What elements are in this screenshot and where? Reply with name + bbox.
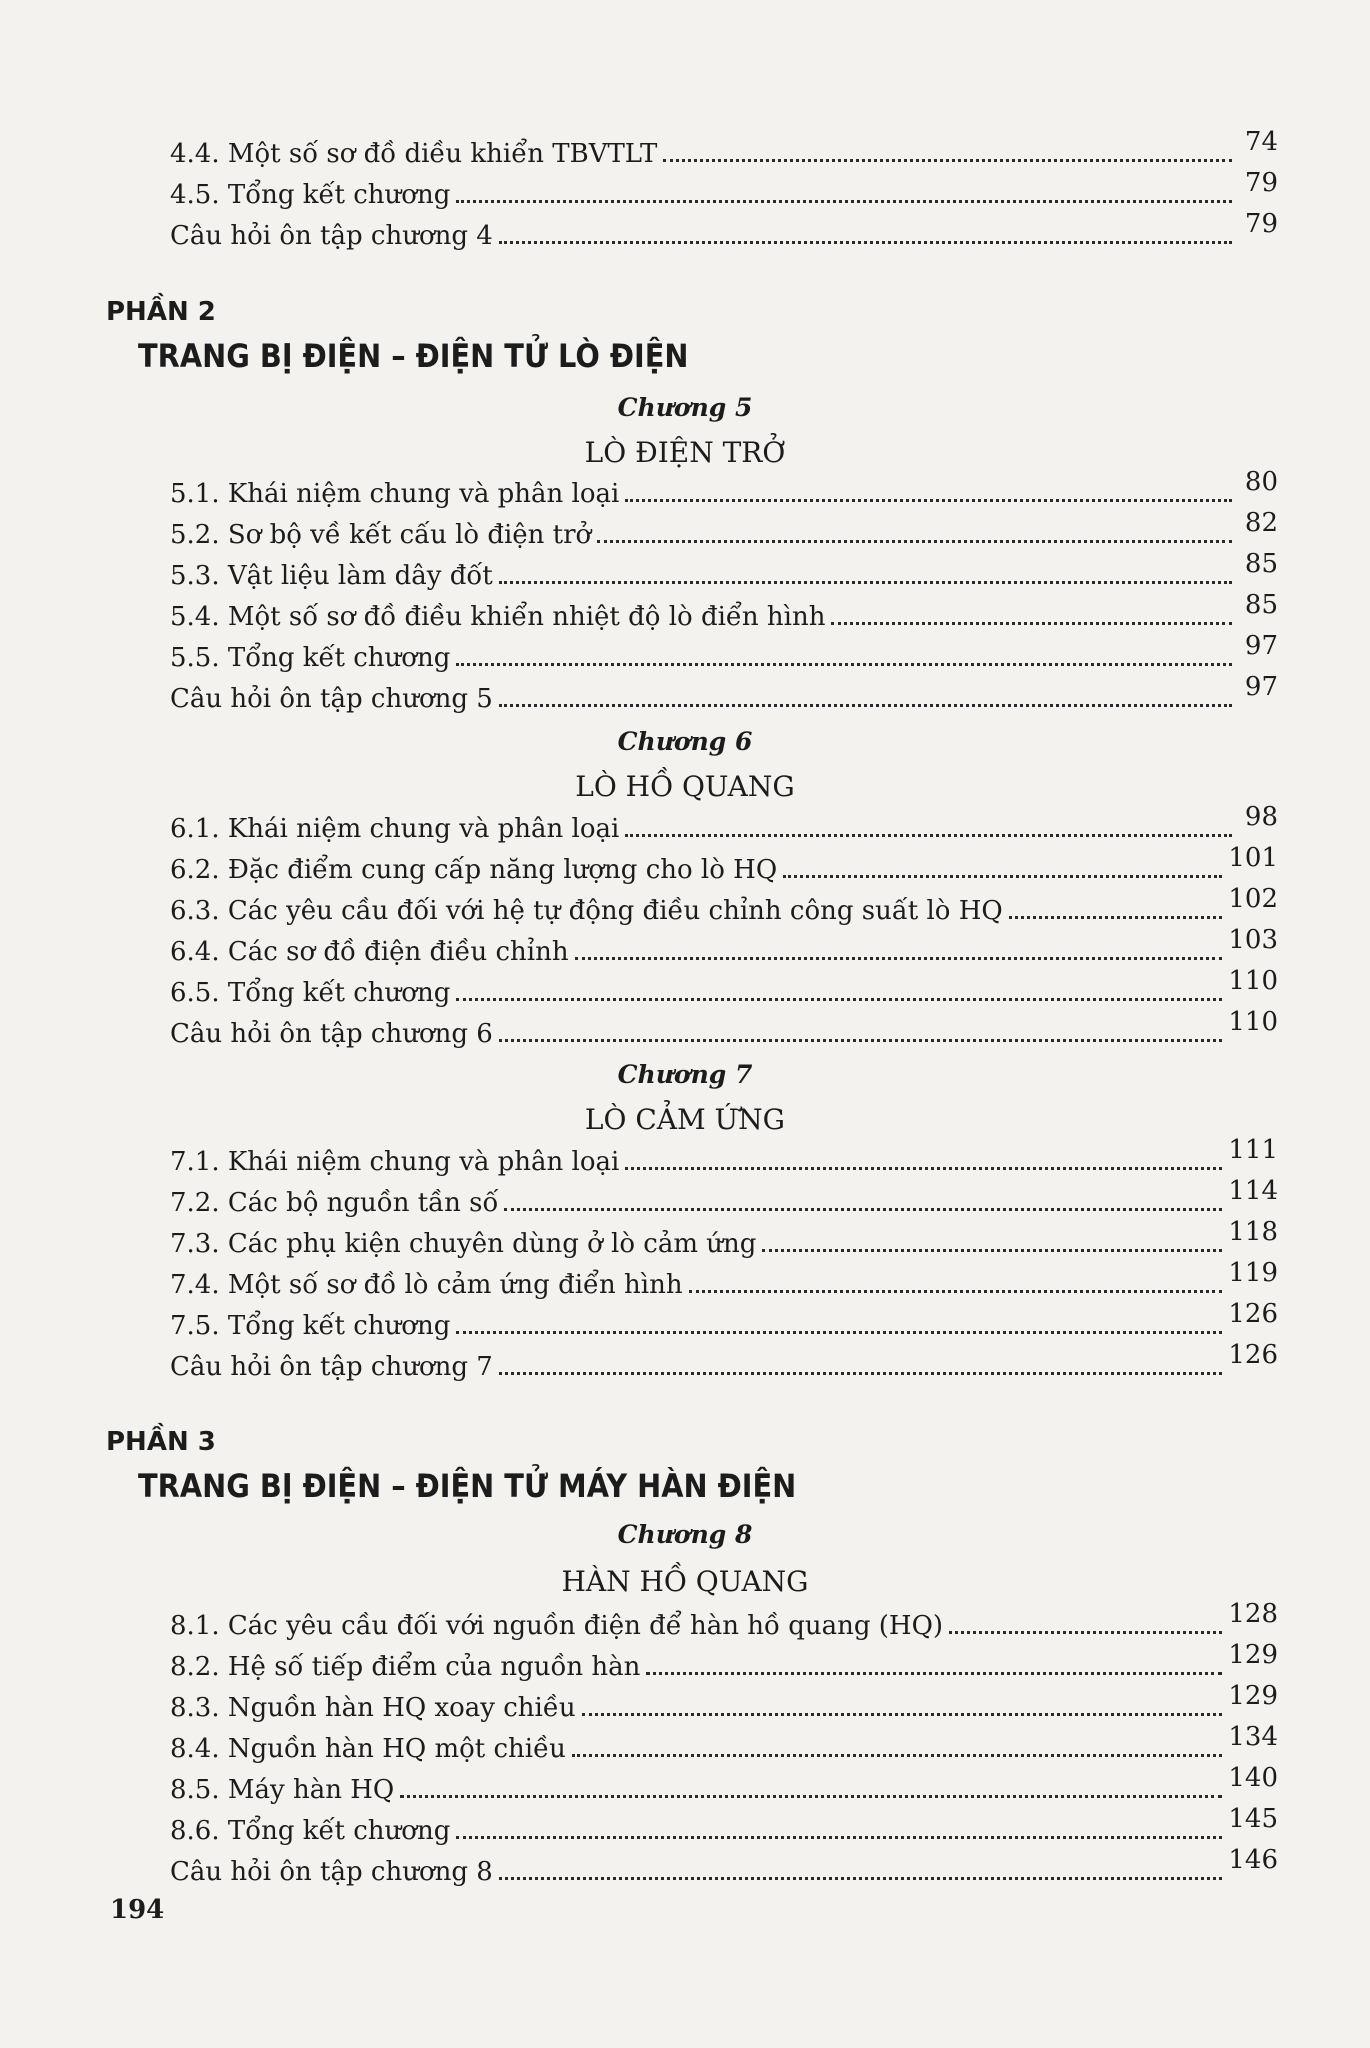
chapter-label: Chương 8 <box>617 1520 753 1549</box>
entry-page: 110 <box>1228 1007 1278 1037</box>
dot-leader <box>499 1372 1223 1375</box>
entry-page: 126 <box>1228 1299 1278 1329</box>
entry-title: 6.4. Các sơ đồ điện điều chỉnh <box>170 937 569 967</box>
toc-entry <box>170 1340 1278 1383</box>
chapter-title: LÒ ĐIỆN TRỞ <box>584 436 786 469</box>
toc-entry <box>170 843 1278 886</box>
toc-entry <box>170 1722 1278 1765</box>
chapter-title: LÒ HỒ QUANG <box>575 770 795 803</box>
entry-title: 6.2. Đặc điểm cung cấp năng lượng cho lò HQ <box>170 855 778 885</box>
entry-page: 102 <box>1228 884 1278 914</box>
entry-page: 114 <box>1228 1176 1278 1206</box>
entry-page: 79 <box>1244 209 1278 239</box>
dot-leader <box>625 499 1232 502</box>
entry-page: 85 <box>1244 549 1278 579</box>
entry-title: Câu hỏi ôn tập chương 5 <box>170 684 493 714</box>
toc-entry <box>170 1217 1278 1260</box>
chapter-title: LÒ CẢM ỨNG <box>584 1103 786 1136</box>
page-number: 194 <box>110 1895 165 1925</box>
entry-page: 85 <box>1244 590 1278 620</box>
entry-title: Câu hỏi ôn tập chương 7 <box>170 1352 493 1382</box>
entry-title: Câu hỏi ôn tập chương 8 <box>170 1857 493 1887</box>
entry-title: 6.5. Tổng kết chương <box>170 978 451 1008</box>
entry-title: 7.2. Các bộ nguồn tần số <box>170 1188 499 1218</box>
toc-entry <box>170 467 1278 510</box>
part-title: TRANG BỊ ĐIỆN – ĐIỆN TỬ LÒ ĐIỆN <box>138 337 689 375</box>
dot-leader <box>625 1167 1222 1170</box>
entry-page: 101 <box>1228 843 1278 873</box>
entry-title: 4.5. Tổng kết chương <box>170 180 451 210</box>
entry-page: 111 <box>1228 1135 1278 1165</box>
entry-title: 8.3. Nguồn hàn HQ xoay chiều <box>170 1693 576 1723</box>
dot-leader <box>456 200 1232 203</box>
entry-page: 74 <box>1244 127 1278 157</box>
dot-leader <box>499 1877 1223 1880</box>
dot-leader <box>625 834 1232 837</box>
entry-page: 97 <box>1244 672 1278 702</box>
entry-title: Câu hỏi ôn tập chương 6 <box>170 1019 493 1049</box>
entry-title: 8.4. Nguồn hàn HQ một chiều <box>170 1734 566 1764</box>
entry-title: 8.6. Tổng kết chương <box>170 1816 451 1846</box>
dot-leader <box>456 1331 1222 1334</box>
toc-entry <box>170 1681 1278 1724</box>
entry-page: 82 <box>1244 508 1278 538</box>
entry-page: 110 <box>1228 966 1278 996</box>
dot-leader <box>456 663 1232 666</box>
dot-leader <box>456 1836 1222 1839</box>
entry-title: 7.1. Khái niệm chung và phân loại <box>170 1147 620 1177</box>
chapter-title: HÀN HỒ QUANG <box>561 1565 809 1598</box>
toc-entry <box>170 672 1278 715</box>
dot-leader <box>499 704 1232 707</box>
part-title: TRANG BỊ ĐIỆN – ĐIỆN TỬ MÁY HÀN ĐIỆN <box>138 1467 797 1505</box>
entry-title: 5.5. Tổng kết chương <box>170 643 451 673</box>
toc-entry <box>170 1135 1278 1178</box>
toc-entry <box>170 549 1278 592</box>
toc-entry <box>170 590 1278 633</box>
entry-page: 103 <box>1228 925 1278 955</box>
part-label: PHẦN 3 <box>106 1427 216 1457</box>
dot-leader <box>499 1039 1223 1042</box>
toc-entry <box>170 1176 1278 1219</box>
dot-leader <box>504 1208 1222 1211</box>
dot-leader <box>575 957 1223 960</box>
toc-entry <box>170 631 1278 674</box>
entry-title: 5.1. Khái niệm chung và phân loại <box>170 479 620 509</box>
dot-leader <box>572 1754 1223 1757</box>
dot-leader <box>582 1713 1223 1716</box>
entry-title: 5.2. Sơ bộ về kết cấu lò điện trở <box>170 520 592 550</box>
toc-entry <box>170 209 1278 252</box>
dot-leader <box>689 1290 1223 1293</box>
toc-entry <box>170 1258 1278 1301</box>
chapter-label: Chương 7 <box>617 1060 753 1089</box>
toc-entry <box>170 1299 1278 1342</box>
dot-leader <box>456 998 1222 1001</box>
entry-page: 98 <box>1244 802 1278 832</box>
part-label: PHẦN 2 <box>106 297 216 327</box>
chapter-label: Chương 5 <box>617 393 753 422</box>
chapter-label: Chương 6 <box>617 727 753 756</box>
dot-leader <box>400 1795 1222 1798</box>
dot-leader <box>1009 916 1223 919</box>
entry-title: Câu hỏi ôn tập chương 4 <box>170 221 493 251</box>
toc-entry <box>170 1804 1278 1847</box>
toc-entry <box>170 925 1278 968</box>
toc-entry <box>170 1845 1278 1888</box>
dot-leader <box>597 540 1232 543</box>
entry-page: 146 <box>1228 1845 1278 1875</box>
toc-entry <box>170 1763 1278 1806</box>
entry-title: 8.2. Hệ số tiếp điểm của nguồn hàn <box>170 1652 641 1682</box>
entry-title: 5.4. Một số sơ đồ điều khiển nhiệt độ lò điển hình <box>170 602 826 632</box>
entry-page: 119 <box>1228 1258 1278 1288</box>
entry-page: 129 <box>1228 1640 1278 1670</box>
entry-page: 129 <box>1228 1681 1278 1711</box>
entry-title: 7.3. Các phụ kiện chuyên dùng ở lò cảm ứng <box>170 1229 757 1259</box>
dot-leader <box>762 1249 1222 1252</box>
entry-title: 6.3. Các yêu cầu đối với hệ tự động điều chỉnh công suất lò HQ <box>170 896 1003 926</box>
entry-page: 140 <box>1228 1763 1278 1793</box>
toc-entry <box>170 1599 1278 1642</box>
dot-leader <box>783 875 1222 878</box>
toc-entry <box>170 168 1278 211</box>
dot-leader <box>949 1631 1222 1634</box>
entry-title: 7.5. Tổng kết chương <box>170 1311 451 1341</box>
entry-title: 5.3. Vật liệu làm dây đốt <box>170 561 493 591</box>
entry-page: 118 <box>1228 1217 1278 1247</box>
toc-entry <box>170 802 1278 845</box>
dot-leader <box>646 1672 1222 1675</box>
entry-page: 134 <box>1228 1722 1278 1752</box>
entry-page: 145 <box>1228 1804 1278 1834</box>
entry-page: 79 <box>1244 168 1278 198</box>
toc-entry <box>170 1007 1278 1050</box>
toc-entry <box>170 508 1278 551</box>
toc-entry <box>170 966 1278 1009</box>
entry-page: 80 <box>1244 467 1278 497</box>
dot-leader <box>663 159 1232 162</box>
dot-leader <box>499 241 1232 244</box>
entry-title: 8.5. Máy hàn HQ <box>170 1775 395 1805</box>
entry-title: 6.1. Khái niệm chung và phân loại <box>170 814 620 844</box>
entry-page: 126 <box>1228 1340 1278 1370</box>
toc-entry <box>170 127 1278 170</box>
entry-page: 128 <box>1228 1599 1278 1629</box>
entry-title: 7.4. Một số sơ đồ lò cảm ứng điển hình <box>170 1270 683 1300</box>
dot-leader <box>499 581 1232 584</box>
entry-page: 97 <box>1244 631 1278 661</box>
toc-entry <box>170 1640 1278 1683</box>
entry-title: 8.1. Các yêu cầu đối với nguồn điện để hàn hồ quang (HQ) <box>170 1611 944 1641</box>
dot-leader <box>831 622 1232 625</box>
entry-title: 4.4. Một số sơ đồ diều khiển TBVTLT <box>170 139 658 169</box>
toc-entry <box>170 884 1278 927</box>
